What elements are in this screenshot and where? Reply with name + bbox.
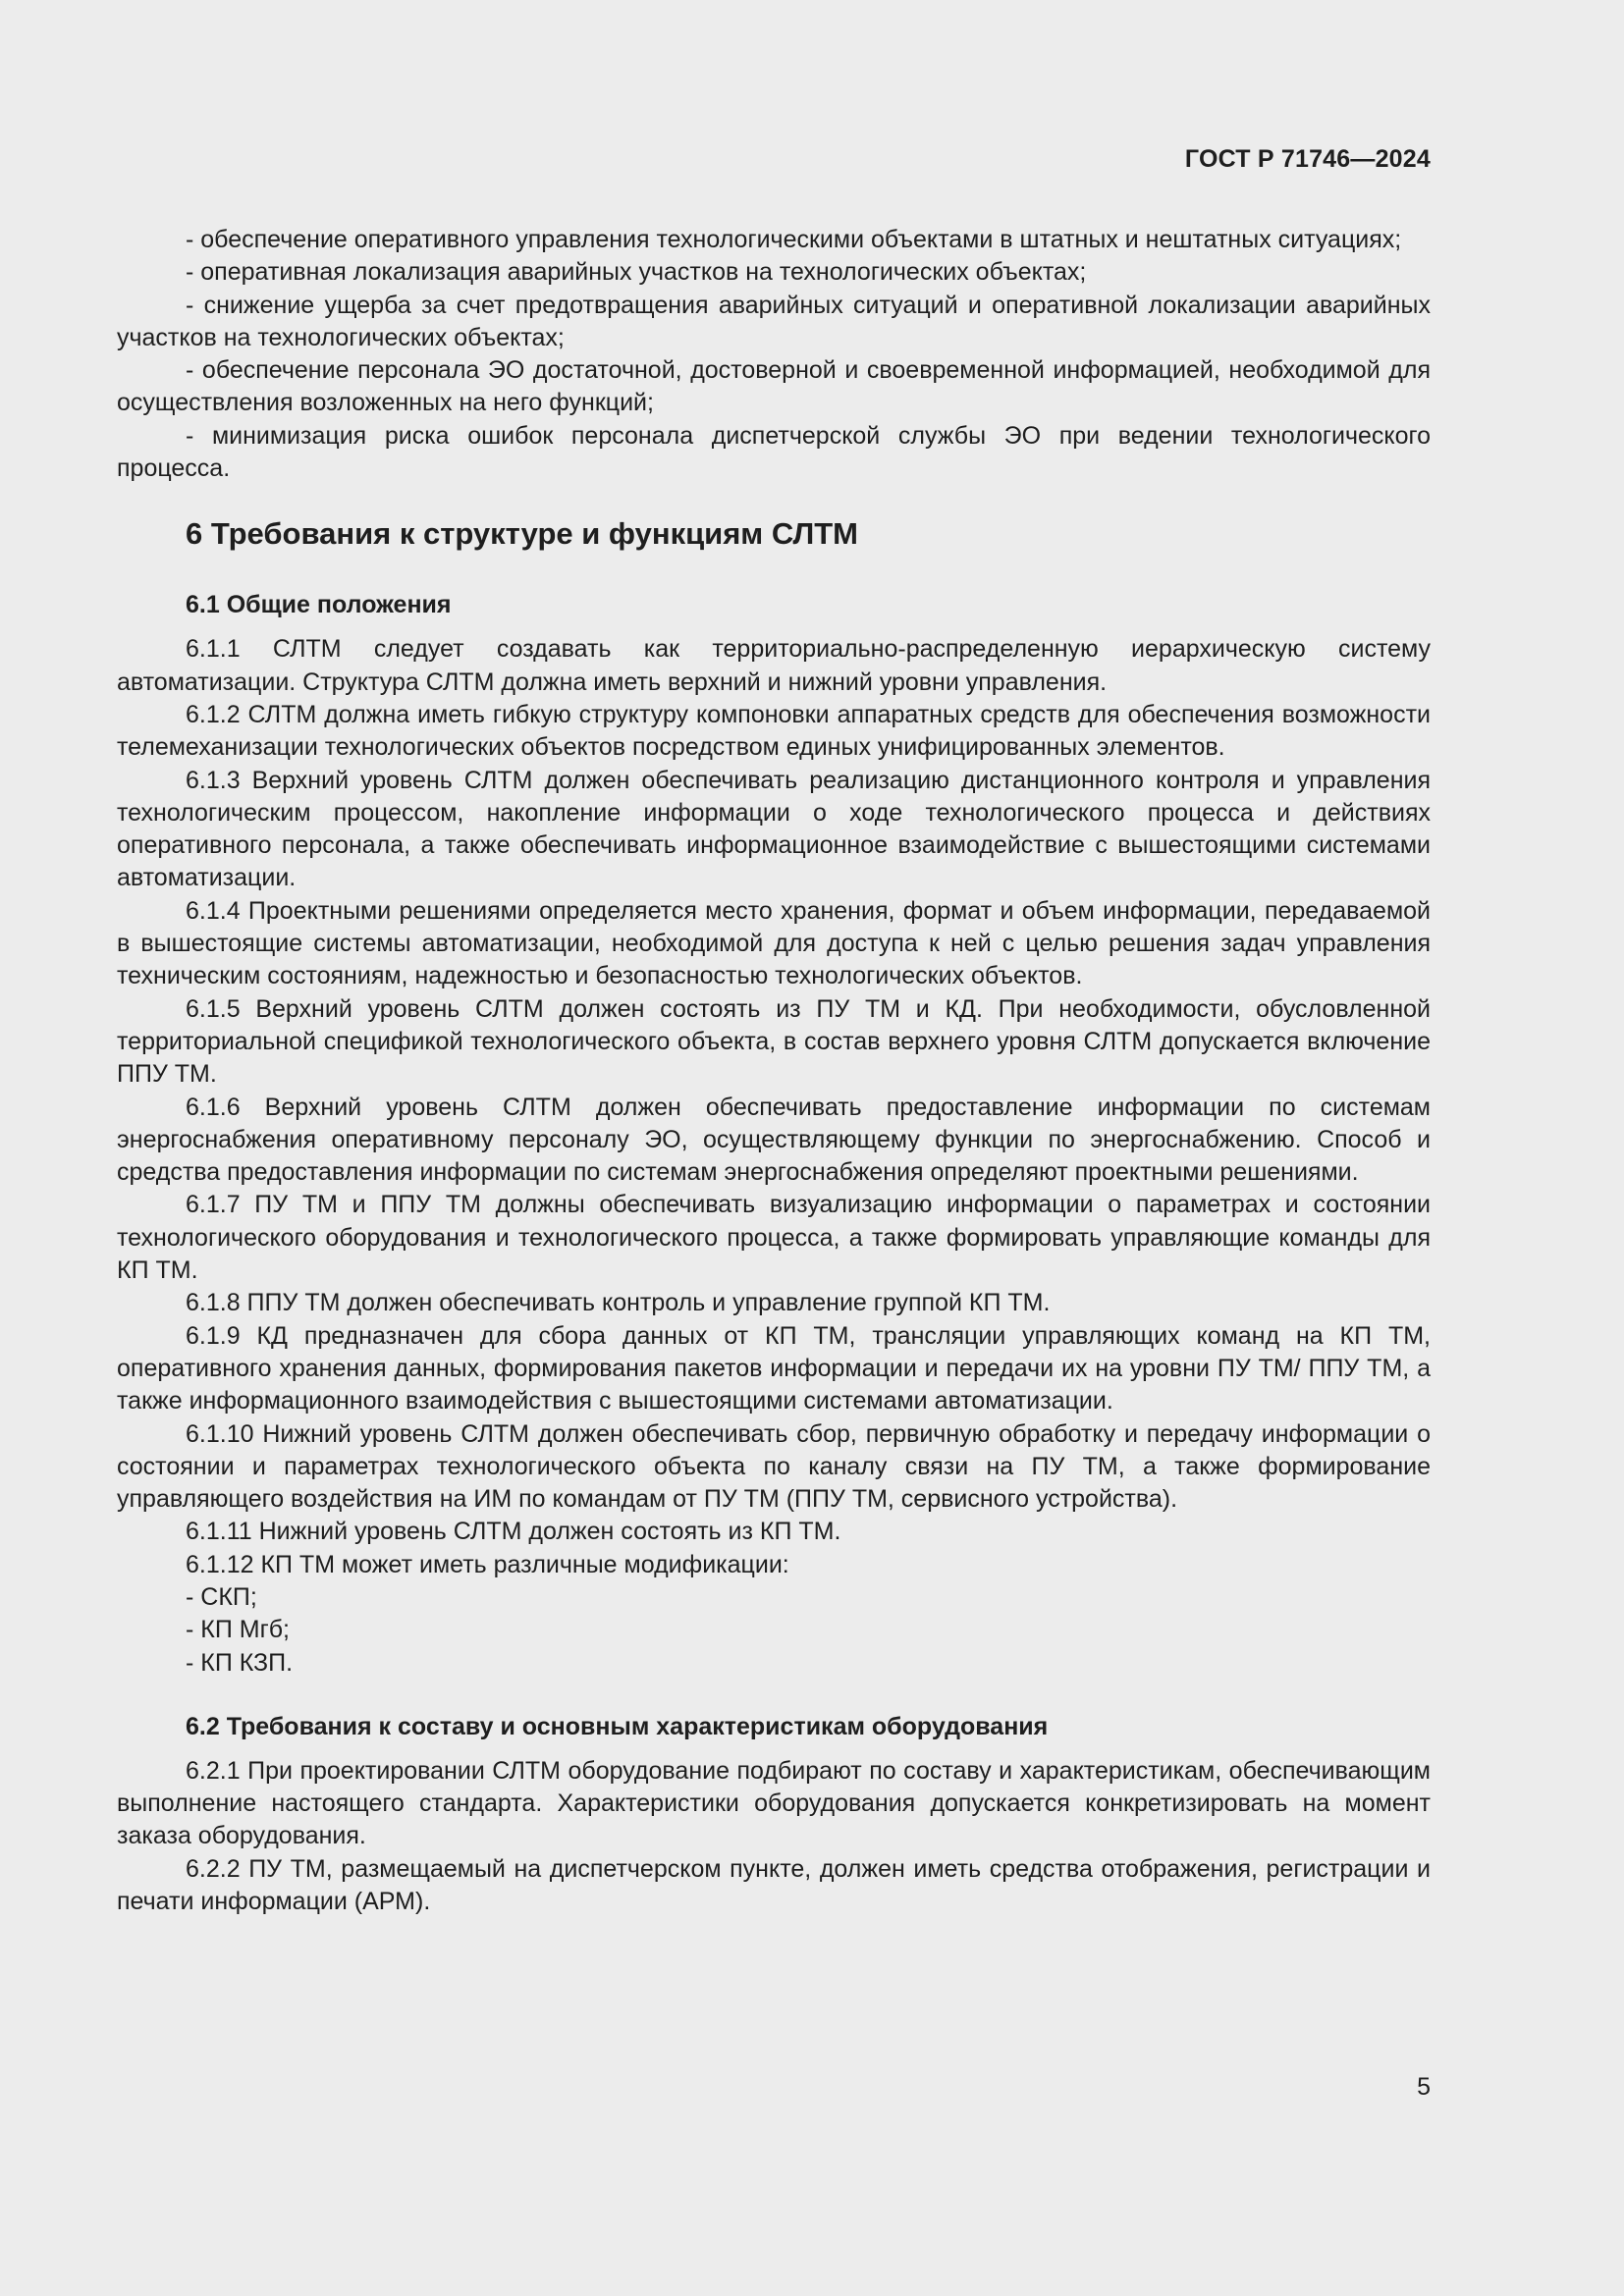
modification-list-item: - КП КЗП.	[186, 1648, 294, 1677]
clause-paragraph: 6.1.12 КП ТМ может иметь различные модификации:	[186, 1550, 789, 1578]
clause-paragraph: 6.1.6 Верхний уровень СЛТМ должен обеспечивать предоставление информации по системам энергоснабжения оперативному персоналу ЭО, осуществляющему функции по энергоснабжению. Способ и средства предоставления информации по системам энергоснабжения определяют проектными решениями.	[117, 1093, 1431, 1187]
clause-paragraph: 6.1.1 СЛТМ следует создавать как территориально-распределенную иерархическую систему автоматизации. Структура СЛТМ должна иметь верхний и нижний уровни управления.	[117, 635, 1431, 696]
clause-paragraph: 6.1.10 Нижний уровень СЛТМ должен обеспечивать сбор, первичную обработку и передачу информации о состоянии и параметрах технологического объекта по каналу связи на ПУ ТМ, а также формирование управляющего воздействия на ИМ по командам от ПУ ТМ (ППУ ТМ, сервисного устройства).	[117, 1419, 1431, 1514]
clause-paragraph: 6.1.2 СЛТМ должна иметь гибкую структуру компоновки аппаратных средств для обеспечения возможности телемеханизации технологических объектов посредством единых унифицированных элементов.	[117, 700, 1431, 762]
page-content	[117, 224, 1431, 1918]
modification-list-item: - СКП;	[186, 1582, 257, 1611]
clause-paragraph: 6.1.3 Верхний уровень СЛТМ должен обеспечивать реализацию дистанционного контроля и управления технологическим процессом, накопление информации о ходе технологического процесса и действиях оперативного персонала, а также обеспечивать информационное взаимодействие с вышестоящими системами автоматизации.	[117, 766, 1431, 892]
clause-paragraph: 6.2.2 ПУ ТМ, размещаемый на диспетчерском пункте, должен иметь средства отображения, регистрации и печати информации (АРМ).	[117, 1854, 1431, 1916]
clause-paragraph: 6.1.11 Нижний уровень СЛТМ должен состоять из КП ТМ.	[186, 1518, 841, 1546]
subsection-heading: 6.1 Общие положения	[186, 591, 452, 619]
intro-item: - оперативная локализация аварийных участков на технологических объектах;	[186, 258, 1087, 287]
section-heading: 6 Требования к структуре и функциям СЛТМ	[186, 516, 858, 552]
clause-paragraph: 6.1.8 ППУ ТМ должен обеспечивать контроль и управление группой КП ТМ.	[186, 1289, 1051, 1317]
intro-item: - снижение ущерба за счет предотвращения аварийных ситуаций и оперативной локализации аварийных участков на технологических объектах;	[117, 291, 1431, 351]
clause-paragraph: 6.1.7 ПУ ТМ и ППУ ТМ должны обеспечивать визуализацию информации о параметрах и состоянии технологического оборудования и технологического процесса, а также формировать управляющие команды для КП ТМ.	[117, 1191, 1431, 1285]
intro-item: - минимизация риска ошибок персонала диспетчерской службы ЭО при ведении технологического процесса.	[117, 421, 1431, 483]
clause-paragraph: 6.1.4 Проектными решениями определяется место хранения, формат и объем информации, передаваемой в вышестоящие системы автоматизации, необходимой для доступа к ней с целью решения задач управления техническим состояниям, надежностью и безопасностью технологических объектов.	[117, 896, 1431, 990]
document-code: ГОСТ Р 71746—2024	[1184, 145, 1431, 173]
modification-list-item: - КП Мгб;	[186, 1616, 290, 1644]
subsection-heading: 6.2 Требования к составу и основным характеристикам оборудования	[186, 1712, 1049, 1740]
clause-paragraph: 6.1.5 Верхний уровень СЛТМ должен состоять из ПУ ТМ и КД. При необходимости, обусловленной территориальной спецификой технологического объекта, в состав верхнего уровня СЛТМ допускается включение ППУ ТМ.	[117, 994, 1431, 1089]
clause-paragraph: 6.1.9 КД предназначен для сбора данных от КП ТМ, трансляции управляющих команд на КП ТМ, оперативного хранения данных, формирования пакетов информации и передачи их на уровни ПУ ТМ/ ППУ ТМ, а также информационного взаимодействия с вышестоящими системами автоматизации.	[117, 1321, 1431, 1415]
clause-paragraph: 6.2.1 При проектировании СЛТМ оборудование подбирают по составу и характеристикам, обеспечивающим выполнение настоящего стандарта. Характеристики оборудования допускается конкретизировать на момент заказа оборудования.	[117, 1756, 1431, 1850]
intro-item: - обеспечение персонала ЭО достаточной, достоверной и своевременной информацией, необходимой для осуществления возложенных на него функций;	[117, 356, 1431, 417]
intro-item: - обеспечение оперативного управления технологическими объектами в штатных и нештатных ситуациях;	[186, 226, 1402, 253]
page-number: 5	[1417, 2073, 1431, 2101]
